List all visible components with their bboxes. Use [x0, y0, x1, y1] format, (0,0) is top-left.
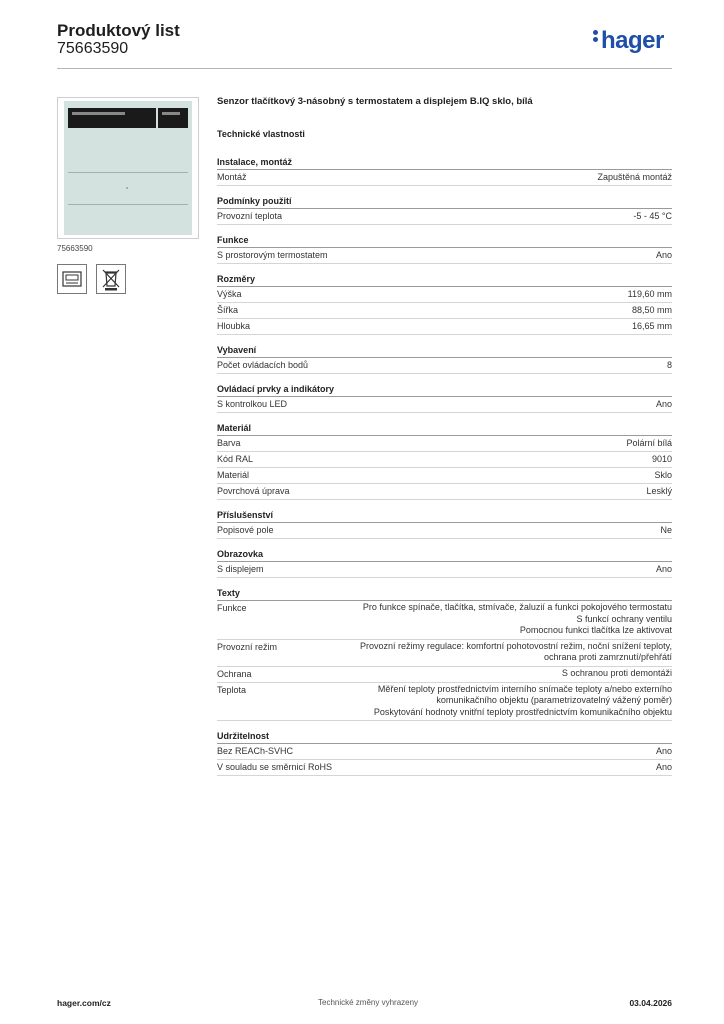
- hager-logo: [593, 27, 664, 55]
- spec-value: Polární bílá: [626, 438, 672, 448]
- display-screen: [68, 108, 156, 128]
- spec-label: Bez REACh-SVHC: [217, 746, 294, 756]
- group-title: Podmínky použití: [217, 195, 672, 209]
- spec-row: [217, 760, 672, 776]
- spec-row: [217, 562, 672, 578]
- spec-group-conditions: [217, 195, 672, 225]
- spec-value: Lesklý: [646, 486, 672, 496]
- specs-heading: Technické vlastnosti: [217, 129, 305, 139]
- image-caption: 75663590: [57, 244, 93, 253]
- spec-value: [562, 668, 672, 680]
- header-divider: [57, 68, 672, 69]
- spec-label: Funkce: [217, 603, 247, 613]
- spec-label: Provozní režim: [217, 641, 278, 652]
- led-indicator: [126, 187, 128, 189]
- spec-group-material: [217, 422, 672, 500]
- spec-label: Povrchová úprava: [217, 486, 290, 496]
- page-title: Produktový list: [57, 21, 180, 40]
- group-title: Udržitelnost: [217, 730, 672, 744]
- spec-row: [217, 209, 672, 225]
- logo-text: hager: [601, 27, 664, 54]
- spec-value: Ano: [655, 746, 672, 756]
- spec-row: [217, 667, 672, 683]
- spec-label: Barva: [217, 438, 241, 448]
- spec-row: [217, 287, 672, 303]
- spec-row: [217, 744, 672, 760]
- spec-row: [217, 170, 672, 186]
- spec-value-line: S ochranou proti demontáži: [561, 667, 672, 678]
- weee-crossed-bin-icon: [96, 264, 126, 294]
- spec-value: Ano: [655, 762, 672, 772]
- spec-row: [217, 601, 672, 640]
- footer-disclaimer: Technické změny vyhrazeny: [318, 998, 419, 1007]
- spec-label: Počet ovládacích bodů: [217, 360, 309, 370]
- spec-value: [360, 641, 672, 664]
- spec-value-line: komunikačního objektu (parametrizovatelný vážený poměr): [436, 695, 672, 705]
- spec-row: [217, 640, 672, 667]
- spec-row: [217, 436, 672, 452]
- spec-label: S kontrolkou LED: [217, 399, 288, 409]
- spec-row: [217, 523, 672, 539]
- footer-website: hager.com/cz: [57, 998, 111, 1008]
- spec-row: [217, 683, 672, 722]
- spec-group-accessories: [217, 509, 672, 539]
- spec-value: 88,50 mm: [631, 305, 672, 315]
- spec-label: Kód RAL: [217, 454, 254, 464]
- spec-label: Hloubka: [217, 321, 251, 331]
- spec-label: Výška: [217, 289, 242, 299]
- spec-value: 9010: [651, 454, 672, 464]
- spec-group-equipment: [217, 344, 672, 374]
- spec-label: Materiál: [217, 470, 250, 480]
- spec-value-line: Pro funkce spínače, tlačítka, stmívače, žaluzií a funkci pokojového termostatu: [362, 602, 672, 612]
- spec-group-functions: [217, 234, 672, 264]
- group-title: Texty: [217, 587, 672, 601]
- spec-value-line: ochrana proti zamrznutí/přehřátí: [543, 652, 672, 662]
- spec-value-line: Měření teploty prostřednictvím interního snímače teploty a/nebo externího: [377, 683, 672, 694]
- display-screen-right: [158, 108, 188, 128]
- spec-group-texts: [217, 587, 672, 721]
- spec-row: [217, 303, 672, 319]
- spec-label: Popisové pole: [217, 525, 274, 535]
- spec-value: Sklo: [654, 470, 672, 480]
- spec-label: Ochrana: [217, 668, 252, 679]
- spec-label: Šířka: [217, 305, 239, 315]
- spec-value: 119,60 mm: [627, 289, 672, 299]
- button-divider: [68, 172, 188, 173]
- spec-label: V souladu se směrnicí RoHS: [217, 762, 333, 772]
- spec-value-line: Provozní režimy regulace: komfortní pohotovostní režim, noční snížení teploty,: [360, 640, 672, 651]
- spec-group-dimensions: [217, 273, 672, 335]
- product-image: [57, 97, 199, 239]
- spec-group-installation: [217, 156, 672, 186]
- spec-label: Provozní teplota: [217, 211, 283, 221]
- knx-certification-icon: [57, 264, 87, 294]
- spec-label: S displejem: [217, 564, 264, 574]
- spec-group-controls: [217, 383, 672, 413]
- spec-row: [217, 452, 672, 468]
- spec-row: [217, 248, 672, 264]
- spec-value-line: S funkcí ochrany ventilu: [576, 613, 672, 624]
- logo-dots-icon: [593, 28, 599, 44]
- spec-label: S prostorovým termostatem: [217, 250, 328, 260]
- group-title: Vybavení: [217, 344, 672, 358]
- spec-value: -5 - 45 °C: [633, 211, 672, 221]
- technical-specifications: [217, 129, 672, 785]
- group-title: Materiál: [217, 422, 672, 436]
- group-title: Funkce: [217, 234, 672, 248]
- spec-row: [217, 468, 672, 484]
- spec-label: Teplota: [217, 684, 247, 695]
- spec-value: Ano: [655, 564, 672, 574]
- spec-label: Montáž: [217, 172, 247, 182]
- spec-value: Zapuštěná montáž: [597, 172, 672, 182]
- group-title: Ovládací prvky a indikátory: [217, 383, 672, 397]
- spec-group-sustainability: [217, 730, 672, 776]
- footer-date: 03.04.2026: [629, 998, 672, 1008]
- spec-value: Ne: [660, 525, 672, 535]
- group-title: Instalace, montáž: [217, 156, 672, 170]
- spec-value: Ano: [655, 399, 672, 409]
- sensor-device-illustration: [64, 101, 192, 235]
- spec-row: [217, 358, 672, 374]
- spec-row: [217, 484, 672, 500]
- group-title: Rozměry: [217, 273, 672, 287]
- spec-value: 16,65 mm: [631, 321, 672, 331]
- product-code: 75663590: [57, 40, 129, 57]
- spec-group-display: [217, 548, 672, 578]
- spec-value: [363, 602, 672, 637]
- spec-value: 8: [666, 360, 672, 370]
- spec-value-line: Poskytování hodnoty vnitřní teploty prostřednictvím komunikačního objektu: [373, 706, 672, 717]
- spec-value: Ano: [655, 250, 672, 260]
- product-title: Senzor tlačítkový 3-násobný s termostatem a displejem B.IQ sklo, bílá: [217, 96, 533, 107]
- group-title: Obrazovka: [217, 548, 672, 562]
- spec-value: [374, 684, 672, 719]
- button-divider: [68, 204, 188, 205]
- spec-row: [217, 397, 672, 413]
- spec-row: [217, 319, 672, 335]
- spec-value-line: Pomocnou funkci tlačítka lze aktivovat: [519, 625, 672, 635]
- group-title: Příslušenství: [217, 509, 672, 523]
